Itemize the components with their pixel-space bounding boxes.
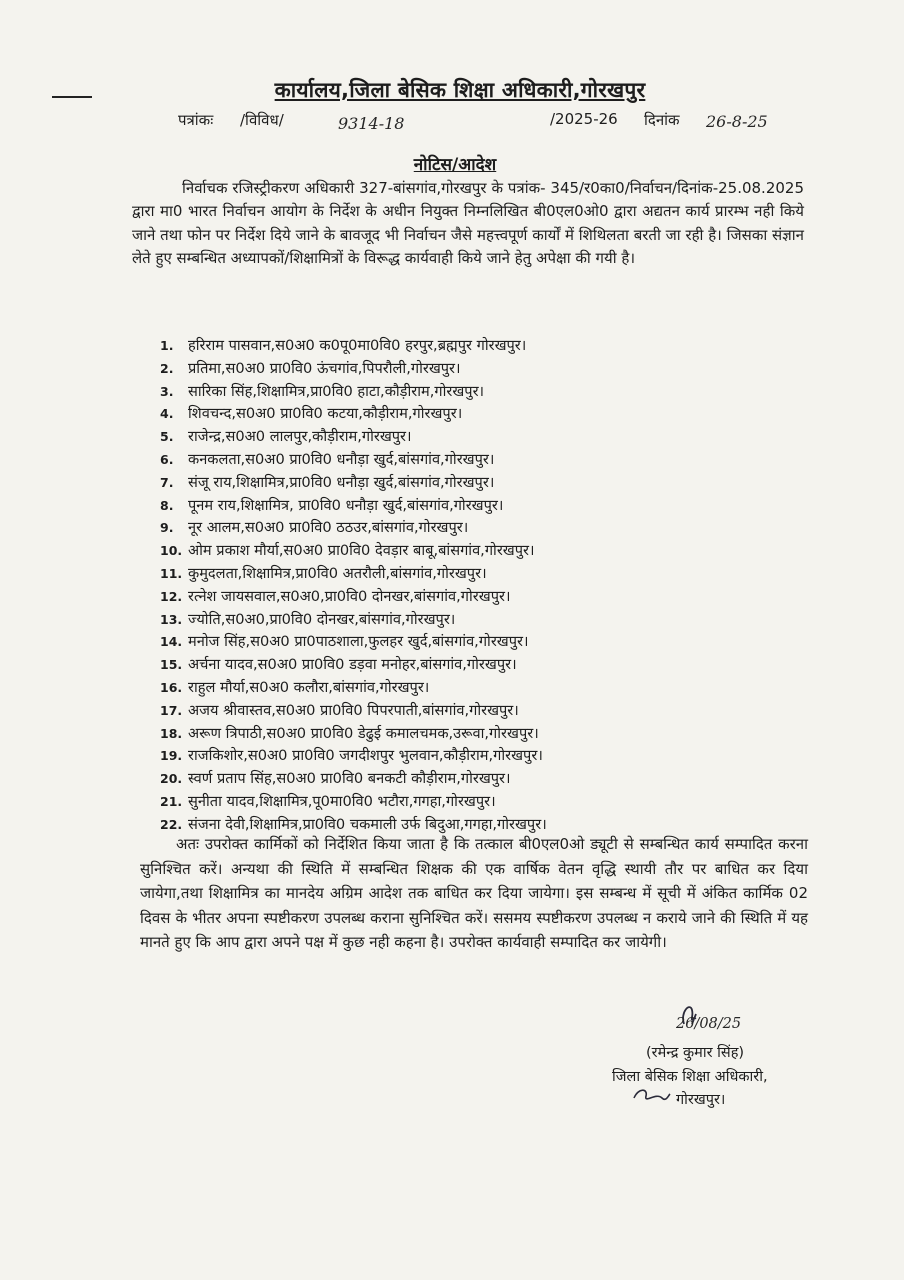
list-item-number: 19. <box>160 748 183 764</box>
list-item <box>160 449 820 472</box>
signature-date: 26/08/25 <box>676 1016 742 1032</box>
list-item-text: ओम प्रकाश मौर्या,स0अ0 प्रा0वि0 देवड़ार बाबू,बांसगांव,गोरखपुर। <box>188 542 535 560</box>
list-item-number: 21. <box>160 793 183 809</box>
intro-paragraph: निर्वाचक रजिस्ट्रीकरण अधिकारी 327-बांसगांव,गोरखपुर के पत्रांक- 345/र0का0/निर्वाचन/दिनांक-25.08.2025 द्वारा मा0 भारत निर्वाचन आयोग के निर्देश के अधीन नियुक्त निम्नलिखित बी0एल0ओ0 द्वारा अद्यतन कार्य प्रारम्भ नही किये जाने तथा फोन पर निर्देश दिये जाने के बावजूद भी निर्वाचन जैसे महत्त्वपूर्ण कार्यों में शिथिलता बरती जा रही है। जिसका संज्ञान लेते हुए सम्बन्धित अध्यापकों/शिक्षामित्रों के विरूद्ध कार्यवाही किये जाने हेतु अपेक्षा की गयी है। <box>132 179 804 268</box>
initials-mark <box>628 1082 672 1108</box>
list-item <box>160 563 820 586</box>
list-item <box>160 358 820 381</box>
staff-list <box>160 335 820 837</box>
list-item-number: 8. <box>160 497 174 513</box>
list-item <box>160 677 820 700</box>
list-item-number: 14. <box>160 634 183 650</box>
list-item-text: मनोज सिंह,स0अ0 प्रा0पाठशाला,फुलहर खुर्द,बांसगांव,गोरखपुर। <box>188 633 529 651</box>
list-item-number: 20. <box>160 771 183 787</box>
list-item-number: 2. <box>160 360 174 376</box>
list-item <box>160 495 820 518</box>
list-item-text: स्वर्ण प्रताप सिंह,स0अ0 प्रा0वि0 बनकटी कौड़ीराम,गोरखपुर। <box>188 770 511 788</box>
list-item <box>160 723 820 746</box>
list-item <box>160 426 820 449</box>
list-item <box>160 654 820 677</box>
list-item-number: 11. <box>160 565 183 581</box>
date-label: दिनांक <box>644 111 680 129</box>
list-item-text: ज्योति,स0अ0,प्रा0वि0 दोनखर,बांसगांव,गोरखपुर। <box>188 610 456 628</box>
notice-title: नोटिस/आदेश <box>413 155 497 175</box>
list-item-number: 1. <box>160 338 174 353</box>
list-item <box>160 631 820 654</box>
list-item <box>160 381 820 404</box>
list-item-text: राहुल मौर्या,स0अ0 कलौरा,बांसगांव,गोरखपुर। <box>188 678 430 696</box>
list-item-number: 15. <box>160 657 183 673</box>
list-item <box>160 403 820 426</box>
list-item-text: कनकलता,स0अ0 प्रा0वि0 धनौड़ा खुर्द,बांसगांव,गोरखपुर। <box>188 450 495 468</box>
list-item-number: 5. <box>160 429 174 445</box>
date-handwritten: 26-8-25 <box>706 112 768 131</box>
list-item-text: कुमुदलता,शिक्षामित्र,प्रा0वि0 अतरौली,बांसगांव,गोरखपुर। <box>188 564 487 582</box>
list-item-text: हरिराम पासवान,स0अ0 क0पू0मा0वि0 हरपुर,ब्रह्मपुर गोरखपुर। <box>188 337 527 354</box>
list-item-text: सुनीता यादव,शिक्षामित्र,पू0मा0वि0 भटौरा,गगहा,गोरखपुर। <box>188 792 496 810</box>
list-item <box>160 335 820 358</box>
list-item-text: प्रतिमा,स0अ0 प्रा0वि0 ऊंचगांव,पिपरौली,गोरखपुर। <box>188 359 461 377</box>
ref-number-handwritten: 9314-18 <box>338 114 405 133</box>
list-item-number: 13. <box>160 611 183 627</box>
list-item-number: 4. <box>160 406 174 422</box>
list-item <box>160 517 820 540</box>
list-item-text: संजू राय,शिक्षामित्र,प्रा0वि0 धनौड़ा खुर्द,बांसगांव,गोरखपुर। <box>188 473 495 491</box>
ref-code: /विविध/ <box>240 111 284 129</box>
list-item-number: 17. <box>160 702 183 718</box>
list-item-text: संजना देवी,शिक्षामित्र,प्रा0वि0 चकमाली उर्फ बिदुआ,गगहा,गोरखपुर। <box>188 815 547 833</box>
list-item-text: अरूण त्रिपाठी,स0अ0 प्रा0वि0 डेढुई कमालचमक,उरूवा,गोरखपुर। <box>188 724 539 742</box>
list-item-number: 16. <box>160 679 183 695</box>
list-item <box>160 700 820 723</box>
list-item-text: सारिका सिंह,शिक्षामित्र,प्रा0वि0 हाटा,कौड़ीराम,गोरखपुर। <box>188 382 485 400</box>
list-item <box>160 609 820 632</box>
list-item-text: राजेन्द्र,स0अ0 लालपुर,कौड़ीराम,गोरखपुर। <box>188 428 412 446</box>
list-item-number: 12. <box>160 588 183 604</box>
signatory-location: गोरखपुर। <box>676 1092 726 1108</box>
list-item-text: अर्चना यादव,स0अ0 प्रा0वि0 डड़वा मनोहर,बांसगांव,गोरखपुर। <box>188 656 517 674</box>
signatory-designation: जिला बेसिक शिक्षा अधिकारी, <box>612 1069 768 1085</box>
list-item <box>160 791 820 814</box>
list-item-number: 9. <box>160 520 174 536</box>
office-title: कार्यालय,जिला बेसिक शिक्षा अधिकारी,गोरखपुर <box>274 78 646 102</box>
list-item-number: 6. <box>160 451 174 467</box>
list-item-text: नूर आलम,स0अ0 प्रा0वि0 ठठउर,बांसगांव,गोरखपुर। <box>188 519 469 537</box>
list-item-number: 22. <box>160 816 183 832</box>
list-item <box>160 586 820 609</box>
list-item <box>160 472 820 495</box>
list-item-number: 18. <box>160 725 183 741</box>
list-item-number: 7. <box>160 474 174 490</box>
signatory-name: (रमेन्द्र कुमार सिंह) <box>646 1045 745 1061</box>
list-item-text: शिवचन्द,स0अ0 प्रा0वि0 कटया,कौड़ीराम,गोरखपुर। <box>188 405 463 423</box>
margin-dash-mark <box>52 96 92 98</box>
list-item-text: राजकिशोर,स0अ0 प्रा0वि0 जगदीशपुर भुलवान,कौड़ीराम,गोरखपुर। <box>188 747 543 765</box>
ref-label: पत्रांकः <box>178 111 214 129</box>
list-item <box>160 745 820 768</box>
list-item-text: अजय श्रीवास्तव,स0अ0 प्रा0वि0 पिपरपाती,बांसगांव,गोरखपुर। <box>188 701 519 719</box>
list-item-number: 10. <box>160 543 183 559</box>
list-item-number: 3. <box>160 383 174 399</box>
closing-paragraph: अतः उपरोक्त कार्मिकों को निर्देशित किया जाता है कि तत्काल बी0एल0ओ ड्यूटी से सम्बन्धित कार्य सम्पादित करना सुनिश्चित करें। अन्यथा की स्थिति में सम्बन्धित शिक्षक की एक वार्षिक वेतन वृद्धि स्थायी तौर पर बाधित कर दिया जायेगा,तथा शिक्षामित्र का मानदेय अग्रिम आदेश तक बाधित कर दिया जायेगा। इस सम्बन्ध में सूची में अंकित कार्मिक 02 दिवस के भीतर अपना स्पष्टीकरण उपलब्ध कराना सुनिश्चित करें। ससमय स्पष्टीकरण उपलब्ध न कराये जाने की स्थिति में यह मानते हुए कि आप द्वारा अपने पक्ष में कुछ नही कहना है। उपरोक्त कार्यवाही सम्पादित कर जायेगी। <box>140 835 808 952</box>
list-item-text: रत्नेश जायसवाल,स0अ0,प्रा0वि0 दोनखर,बांसगांव,गोरखपुर। <box>188 587 511 605</box>
list-item <box>160 540 820 563</box>
list-item <box>160 768 820 791</box>
list-item-text: पूनम राय,शिक्षामित्र, प्रा0वि0 धनौड़ा खुर्द,बांसगांव,गोरखपुर। <box>188 496 504 514</box>
session: /2025-26 <box>550 110 618 128</box>
